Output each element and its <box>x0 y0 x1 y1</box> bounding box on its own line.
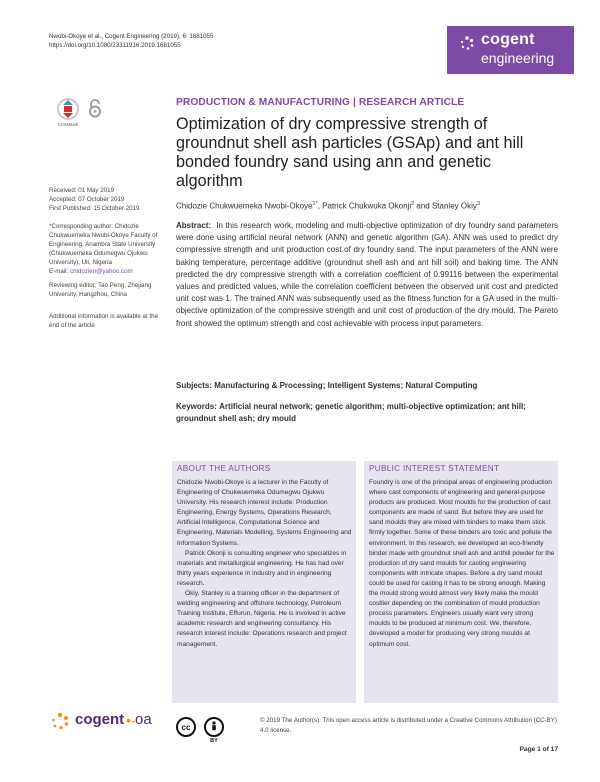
author-sup: 1* <box>312 201 318 207</box>
about-paragraph: Okiy, Stanley is a training officer in the department of welding engineering and offshore technology, Petroleum Training Institute, Effurun, Nigeria. He is involved in active academic research and engineering consultancy. His research interest include: Operations research and project management. <box>177 590 347 648</box>
abstract-label: Abstract: <box>176 221 212 230</box>
open-access-icon <box>88 98 102 118</box>
by-text: BY <box>210 738 218 744</box>
public-interest-box <box>364 461 558 703</box>
logo-separator: •- <box>126 712 136 728</box>
footer-logo-oa: oa <box>135 711 152 728</box>
keywords-label: Keywords: <box>176 402 217 411</box>
published-date: First Published: 15 October 2019 <box>49 205 140 212</box>
logo-text-engineering: engineering <box>481 50 555 66</box>
about-authors-text <box>177 478 353 650</box>
journal-logo[interactable] <box>447 26 574 74</box>
keywords-text: Artificial neural network; genetic algorithm; multi-objective optimization; ant hill; groundnut shell ash; dry mould <box>176 402 526 423</box>
cogent-dots-icon <box>459 35 475 51</box>
received-date: Received: 01 May 2019 <box>49 187 115 194</box>
author-name[interactable]: Stanley Okiy <box>431 201 477 211</box>
doi-link[interactable]: https://doi.org/10.1080/23311916.2019.1681055 <box>49 42 181 49</box>
author-sup: 3 <box>476 201 480 207</box>
crossmark-icon[interactable] <box>55 98 81 128</box>
about-paragraph: Chidozie Nwobi-Okoye is a lecturer in the Faculty of Engineering of Chukwuemeka Odumegwu Ojukwu University. His research interest include: Production Engineering, Energy Systems, Operations Research, Artificial Intelligence, Computational Science and Engineering, Materials Modelling, Systems Engineering and Information Systems. <box>177 479 352 547</box>
article-dates <box>49 186 159 213</box>
about-authors-box <box>172 461 356 703</box>
corresponding-author <box>49 222 159 276</box>
subjects: Subjects: Manufacturing & Processing; Intelligent Systems; Natural Computing <box>176 381 478 390</box>
reviewing-editor: Reviewing editor: Tao Peng, Zhejiang University, Hangzhou, China <box>49 282 152 298</box>
keywords <box>176 401 558 425</box>
additional-info: Additional information is available at the end of the article <box>49 313 159 329</box>
email-link[interactable]: chidozien@yahoo.com <box>69 268 133 275</box>
attribution-by-icon[interactable] <box>204 717 224 737</box>
about-authors-heading: ABOUT THE AUTHORS <box>177 464 271 473</box>
logo-text-cogent: cogent <box>481 31 535 48</box>
abstract-text: In this research work, modeling and multi-objective optimization of dry foundry sand parameters were done using artificial neural network (ANN) and genetic algorithm (GA). ANN was used to predict dry compressive strength and unit production cost of dry foundry sand. The input parameters of the ANN were baking temperature, percentage additive (groundnut shell ash and ant hill soil) and baking time. The ANN predicted the dry compressive strength with a correlation coefficient of 0.99116 between the experimental values and predicted values, while the correlation coefficient between the observed unit cost and predicted unit cost was 1. The trained ANN was subsequently used as the fitness function for a GA used in the multi-objective optimization of the compressive strength and unit cost of production of the dry mould. The Pareto front showed the optimum strength and cost achievable with process input parameters. <box>176 221 558 328</box>
crossmark-label: CrossMark <box>57 122 79 127</box>
corresponding-text: *Corresponding author: Chidozie Chukwuemeka Nwobi-Okoye Faculty of Engineering, Anambra State University (Chukwuemeka Odumegwu Ojukwu University), Uli, Nigeria <box>49 223 158 266</box>
cc-label: cc <box>181 723 191 733</box>
article-title: Optimization of dry compressive strength of groundnut shell ash particles (GSAp) and ant hill bonded foundry sand using ann and genetic algorithm <box>176 115 524 190</box>
public-interest-heading: PUBLIC INTEREST STATEMENT <box>369 464 500 473</box>
accepted-date: Accepted: 07 October 2019 <box>49 196 125 203</box>
author-sup: 2 <box>411 201 415 207</box>
cogent-dots-icon <box>49 712 71 730</box>
creative-commons-icon[interactable] <box>176 717 196 737</box>
public-interest-paragraph: Foundry is one of the principal areas of engineering production where cast components of engineering and general-purpose products are produced. Most moulds for the production of cast components are made of sand. But before they are used for sand moulds they are mixed with binders to make them stick firmly together. Some of these binders are toxic and pollute the environment. In this research, we developed an eco-friendly binder made with groundnut shell ash and anthill powder for the production of dry sand moulds for casting engineering components with intricate shapes. Before a dry sand mould could be used for casting it has to be strong enough. Making the mould strong would almost very likely make the mould costlier depending on the combination of mould production process parameters. Engineers usually want very strong moulds to be produced at minimum cost. We, therefore, developed a model for producing very strong moulds at optimum cost. <box>369 479 555 648</box>
abstract <box>176 220 558 330</box>
page-number: Page 1 of 17 <box>519 746 558 753</box>
article-category: PRODUCTION & MANUFACTURING | RESEARCH ARTICLE <box>176 97 465 108</box>
journal-citation: Nwobi-Okoye et al., Cogent Engineering (2019), 6: 1681055 <box>49 33 214 40</box>
author-name[interactable]: Chidozie Chukwuemeka Nwobi-Okoye <box>176 201 313 211</box>
public-interest-text <box>369 478 555 650</box>
author-name[interactable]: Patrick Chukwuka Okonji <box>322 201 412 211</box>
footer-logo-word: cogent <box>75 711 125 728</box>
about-paragraph: Patrick Okonji is consulting engineer who specializes in materials and metallurgical engineering. He has had over thirty years experience in industry and in engineering research. <box>177 549 347 587</box>
cogent-oa-logo[interactable] <box>49 710 169 732</box>
email-label: E-mail: <box>49 268 70 275</box>
author-list: Chidozie Chukwuemeka Nwobi-Okoye$^{1*}$, Patrick Chukwuka Okonji$^2$ and Stanley Okiy$^3$ <box>176 201 480 211</box>
license-text: © 2019 The Author(s). This open access article is distributed under a Creative Commons Attribution (CC-BY) 4.0 license. <box>260 717 557 734</box>
